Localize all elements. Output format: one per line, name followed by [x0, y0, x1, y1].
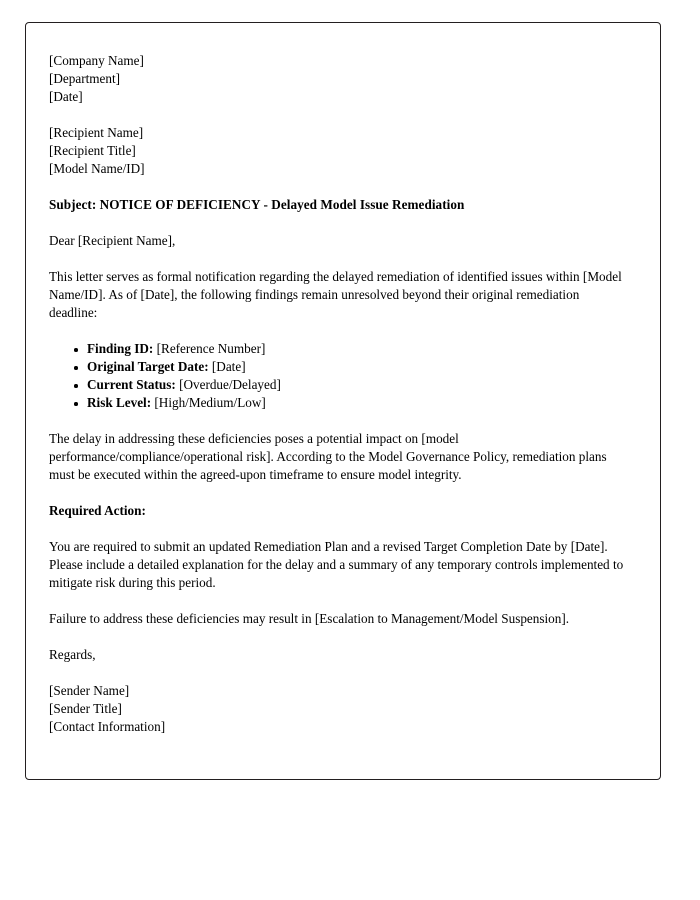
sender-name: [Sender Name]: [49, 683, 130, 698]
sender-company-name: [Company Name]: [49, 53, 144, 68]
paragraph-escalation-warning: Failure to address these deficiencies may result in [Escalation to Management/Model Suspension].: [49, 611, 570, 626]
finding-id-value: [Reference Number]: [156, 341, 266, 356]
recipient-address-block: [49, 124, 627, 178]
paragraph-impact: The delay in addressing these deficiencies poses a potential impact on [model performance/compliance/operational risk]. According to the Model Governance Policy, remediation plans must be executed within the agreed-upon timeframe to ensure model integrity.: [49, 431, 607, 482]
risk-level-value: [High/Medium/Low]: [154, 395, 266, 410]
list-item: [87, 376, 627, 394]
list-item: [87, 340, 627, 358]
paragraph-notification: This letter serves as formal notification regarding the delayed remediation of identified issues within [Model Name/ID]. As of [Date], the following findings remain unresolved beyond their original remediation deadline:: [49, 269, 622, 320]
finding-id-label: Finding ID:: [87, 341, 154, 356]
list-item: [87, 394, 627, 412]
original-target-date-label: Original Target Date:: [87, 359, 209, 374]
sender-department: [Department]: [49, 71, 121, 86]
subject-line: Subject: NOTICE OF DEFICIENCY - Delayed Model Issue Remediation: [49, 197, 465, 212]
findings-list: [49, 340, 627, 412]
current-status-label: Current Status:: [87, 377, 176, 392]
paragraph-required-action: You are required to submit an updated Remediation Plan and a revised Target Completion Date by [Date]. Please include a detailed explanation for the delay and a summary of any temporary controls implemented to mitigate risk during this period.: [49, 539, 624, 590]
letter-body: [49, 52, 627, 736]
closing-salutation: Regards,: [49, 647, 96, 662]
sender-date: [Date]: [49, 89, 83, 104]
recipient-name: [Recipient Name]: [49, 125, 144, 140]
signature-block: [49, 682, 627, 736]
current-status-value: [Overdue/Delayed]: [179, 377, 281, 392]
list-item: [87, 358, 627, 376]
sender-title: [Sender Title]: [49, 701, 122, 716]
sender-contact-information: [Contact Information]: [49, 719, 166, 734]
required-action-heading: Required Action:: [49, 503, 146, 518]
recipient-model-id: [Model Name/ID]: [49, 161, 145, 176]
recipient-title: [Recipient Title]: [49, 143, 136, 158]
risk-level-label: Risk Level:: [87, 395, 152, 410]
letter-page: [25, 22, 661, 780]
sender-address-block: [49, 52, 627, 106]
original-target-date-value: [Date]: [211, 359, 246, 374]
salutation: Dear [Recipient Name],: [49, 233, 176, 248]
